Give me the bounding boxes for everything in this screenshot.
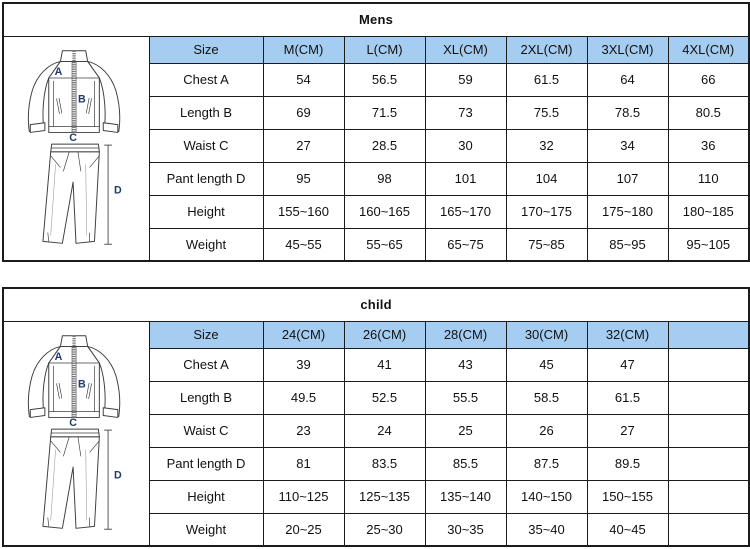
cell-value: 65~75 <box>425 228 506 261</box>
cell-value: 55~65 <box>344 228 425 261</box>
cell-value: 61.5 <box>506 63 587 96</box>
row-label: Chest A <box>149 348 263 381</box>
row-label: Pant length D <box>149 162 263 195</box>
mens-title-row <box>3 3 749 36</box>
child-header-row <box>3 321 749 348</box>
row-label: Height <box>149 480 263 513</box>
row-label: Length B <box>149 96 263 129</box>
cell-value: 140~150 <box>506 480 587 513</box>
child-size-col-32: 32(CM) <box>587 321 668 348</box>
cell-value: 95 <box>263 162 344 195</box>
tracksuit-diagram-icon <box>5 323 147 543</box>
tracksuit-diagram-icon <box>5 38 147 258</box>
row-label: Weight <box>149 228 263 261</box>
cell-value <box>668 513 749 546</box>
mens-size-col-3xl: 3XL(CM) <box>587 36 668 63</box>
cell-value: 36 <box>668 129 749 162</box>
child-size-table <box>2 287 750 547</box>
cell-value <box>668 447 749 480</box>
cell-value: 52.5 <box>344 381 425 414</box>
row-label: Pant length D <box>149 447 263 480</box>
child-size-col-28: 28(CM) <box>425 321 506 348</box>
row-label: Weight <box>149 513 263 546</box>
cell-value: 66 <box>668 63 749 96</box>
cell-value: 160~165 <box>344 195 425 228</box>
cell-value: 87.5 <box>506 447 587 480</box>
cell-value: 81 <box>263 447 344 480</box>
cell-value: 101 <box>425 162 506 195</box>
mens-size-header: Size <box>149 36 263 63</box>
row-label: Length B <box>149 381 263 414</box>
cell-value: 83.5 <box>344 447 425 480</box>
child-title-row <box>3 288 749 321</box>
mens-size-table <box>2 2 750 262</box>
cell-value: 30~35 <box>425 513 506 546</box>
cell-value <box>668 414 749 447</box>
mens-size-col-m: M(CM) <box>263 36 344 63</box>
cell-value: 75~85 <box>506 228 587 261</box>
cell-value: 34 <box>587 129 668 162</box>
mens-table-title: Mens <box>3 3 749 36</box>
cell-value: 75.5 <box>506 96 587 129</box>
cell-value: 85.5 <box>425 447 506 480</box>
cell-value: 30 <box>425 129 506 162</box>
cell-value: 85~95 <box>587 228 668 261</box>
cell-value: 58.5 <box>506 381 587 414</box>
cell-value: 27 <box>587 414 668 447</box>
child-size-col-30: 30(CM) <box>506 321 587 348</box>
cell-value: 95~105 <box>668 228 749 261</box>
cell-value: 98 <box>344 162 425 195</box>
child-size-col-24: 24(CM) <box>263 321 344 348</box>
cell-value: 54 <box>263 63 344 96</box>
cell-value: 104 <box>506 162 587 195</box>
cell-value: 35~40 <box>506 513 587 546</box>
cell-value: 32 <box>506 129 587 162</box>
row-label: Waist C <box>149 414 263 447</box>
cell-value: 170~175 <box>506 195 587 228</box>
cell-value: 23 <box>263 414 344 447</box>
cell-value: 69 <box>263 96 344 129</box>
cell-value: 175~180 <box>587 195 668 228</box>
child-size-header: Size <box>149 321 263 348</box>
cell-value: 47 <box>587 348 668 381</box>
cell-value: 45~55 <box>263 228 344 261</box>
cell-value: 78.5 <box>587 96 668 129</box>
cell-value: 24 <box>344 414 425 447</box>
cell-value <box>668 348 749 381</box>
cell-value: 150~155 <box>587 480 668 513</box>
cell-value: 26 <box>506 414 587 447</box>
mens-tracksuit-diagram <box>3 36 149 261</box>
cell-value: 64 <box>587 63 668 96</box>
cell-value: 73 <box>425 96 506 129</box>
cell-value: 20~25 <box>263 513 344 546</box>
cell-value: 45 <box>506 348 587 381</box>
mens-header-row <box>3 36 749 63</box>
cell-value: 61.5 <box>587 381 668 414</box>
cell-value: 180~185 <box>668 195 749 228</box>
row-label: Height <box>149 195 263 228</box>
cell-value: 110 <box>668 162 749 195</box>
cell-value: 49.5 <box>263 381 344 414</box>
mens-size-col-2xl: 2XL(CM) <box>506 36 587 63</box>
cell-value: 107 <box>587 162 668 195</box>
child-size-col-26: 26(CM) <box>344 321 425 348</box>
cell-value: 28.5 <box>344 129 425 162</box>
cell-value: 165~170 <box>425 195 506 228</box>
child-size-col-empty <box>668 321 749 348</box>
cell-value: 56.5 <box>344 63 425 96</box>
cell-value: 27 <box>263 129 344 162</box>
mens-size-col-4xl: 4XL(CM) <box>668 36 749 63</box>
cell-value: 25~30 <box>344 513 425 546</box>
cell-value: 43 <box>425 348 506 381</box>
child-table-title: child <box>3 288 749 321</box>
cell-value: 71.5 <box>344 96 425 129</box>
cell-value: 59 <box>425 63 506 96</box>
cell-value: 41 <box>344 348 425 381</box>
cell-value: 110~125 <box>263 480 344 513</box>
cell-value: 135~140 <box>425 480 506 513</box>
cell-value: 55.5 <box>425 381 506 414</box>
cell-value: 39 <box>263 348 344 381</box>
cell-value: 25 <box>425 414 506 447</box>
child-tracksuit-diagram <box>3 321 149 546</box>
cell-value <box>668 381 749 414</box>
mens-size-col-xl: XL(CM) <box>425 36 506 63</box>
cell-value: 40~45 <box>587 513 668 546</box>
cell-value: 125~135 <box>344 480 425 513</box>
row-label: Chest A <box>149 63 263 96</box>
cell-value: 155~160 <box>263 195 344 228</box>
mens-size-col-l: L(CM) <box>344 36 425 63</box>
row-label: Waist C <box>149 129 263 162</box>
cell-value <box>668 480 749 513</box>
cell-value: 89.5 <box>587 447 668 480</box>
cell-value: 80.5 <box>668 96 749 129</box>
